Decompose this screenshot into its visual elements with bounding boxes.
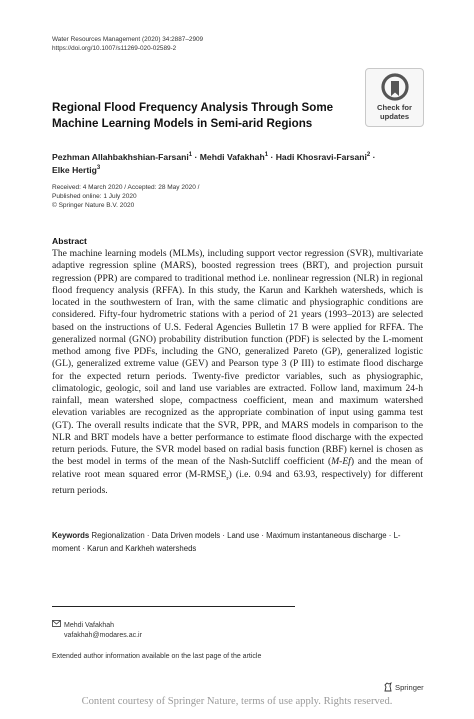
author-name[interactable]: Mehdi Vafakhah (199, 152, 265, 162)
publication-dates (52, 183, 199, 210)
extended-author-info: Extended author information available on the last page of the article (52, 653, 262, 660)
keyword[interactable]: Maximum instantaneous discharge (266, 531, 387, 540)
footnote-divider (52, 606, 295, 607)
abstract-rmse-subscript: r (226, 474, 229, 482)
springer-horse-icon (383, 682, 393, 692)
courtesy-notice: Content courtesy of Springer Nature, terms of use apply. Rights reserved. (81, 696, 393, 707)
envelope-icon (52, 620, 64, 631)
check-for-updates-badge[interactable] (365, 68, 424, 127)
author-name[interactable]: Pezhman Allahbakhshian-Farsani (52, 152, 189, 162)
corresponding-author-email[interactable]: vafakhah@modares.ac.ir (64, 632, 142, 639)
keyword[interactable]: Data Driven models (151, 531, 221, 540)
keyword[interactable]: L-moment (52, 531, 401, 553)
publisher-name: Springer (395, 682, 424, 692)
keywords-section: Keywords Regionalization · Data Driven models · Land use · Maximum instantaneous discharge · L-moment · Karun and Karkheh watersheds (52, 531, 401, 553)
doi-link[interactable]: https://doi.org/10.1007/s11269-020-02589-2 (52, 44, 177, 52)
abstract-body (52, 248, 423, 497)
copyright-line: © Springer Nature B.V. 2020 (52, 202, 135, 209)
author-name[interactable]: Hadi Khosravi-Farsani (275, 152, 367, 162)
author-separator: · (372, 152, 376, 162)
abstract-text: ) and the mean of relative root mean squared error (M-RMSE (52, 456, 423, 480)
journal-citation: Water Resources Management (2020) 34:2887–2909 (52, 36, 204, 43)
springer-logo (383, 682, 424, 692)
keyword[interactable]: Land use (227, 531, 260, 540)
author-affiliation-marker: 1 (264, 152, 269, 159)
keywords-label: Keywords (52, 531, 90, 540)
abstract-ef-term: M-Ef (331, 456, 351, 468)
badge-line-1: Check for (376, 103, 413, 112)
author-affiliation-marker: 3 (96, 164, 101, 171)
received-accepted-date: Received: 4 March 2020 / Accepted: 28 May 2020 / (52, 184, 200, 191)
published-date: Published online: 1 July 2020 (52, 193, 137, 200)
article-title: Regional Flood Frequency Analysis Through Some Machine Learning Models in Semi-arid Regions (52, 101, 334, 130)
keyword[interactable]: Karun and Karkheh watersheds (87, 543, 197, 553)
author-separator: · (194, 152, 198, 162)
corresponding-author-name: Mehdi Vafakhah (64, 621, 115, 629)
author-affiliation-marker: 2 (366, 152, 371, 159)
abstract-text: ) (i.e. 0.94 and 63.93, respectively) for different return periods. (52, 468, 423, 496)
badge-line-2: updates (379, 111, 410, 121)
author-list (52, 151, 432, 176)
author-name[interactable]: Elke Hertig (52, 164, 97, 175)
correspondence-block (52, 620, 142, 641)
keyword[interactable]: Regionalization (91, 531, 145, 540)
abstract-text: The machine learning models (MLMs), including support vector regression (SVR), multivariate adaptive regression spline (MARS), boosted regression trees (BRT), and projection pursuit regression (PPR) are compared to traditional method i.e. nonlinear regression (NLR) in regional flood frequency analysis (RFFA). In this study, the Karun and Karkheh watersheds, which is located in the southwestern of Iran, with the same climatic and physiographic conditions are considered. Fifty-four hydrometric stations with a period of 21 years (1993–2013) are selected based on the instructions of U.S. Federal Agencies Bulletin 17 B were applied for RFFA. The generalized normal (GNO) probability distribution function (PDF) is selected by the L-moment method among five PDFs, including the GNO, generalized Pareto (GP), generalized logistic (GL), generalized extreme value (GEV) and Pearson type 3 (P III) to estimate flood discharge for the expected return periods. Twenty-five predictor variables, such as physiographic, climatologic, geologic, soil and land use variables are extracted. Follow land, maximum 24-h rainfall, mean watershed slope, compactness coefficient, mean and maximum watershed elevation variables are recognized as the appropriate combination of input using gamma test (GT). The overall results indicate that the SVR, PPR, and MARS models in comparison to the NLR and BRT models have a better performance to estimate flood discharge with the expected return periods. Future, the SVR model based on radial basis function (RBF) kernel is chosen as the best model in terms of the mean of the Nash-Sutcliff coefficient ( (52, 248, 423, 468)
abstract-heading: Abstract (52, 236, 87, 246)
author-separator: · (270, 152, 274, 162)
journal-header (52, 36, 203, 53)
crossmark-icon (380, 73, 410, 104)
author-affiliation-marker: 1 (188, 152, 193, 159)
